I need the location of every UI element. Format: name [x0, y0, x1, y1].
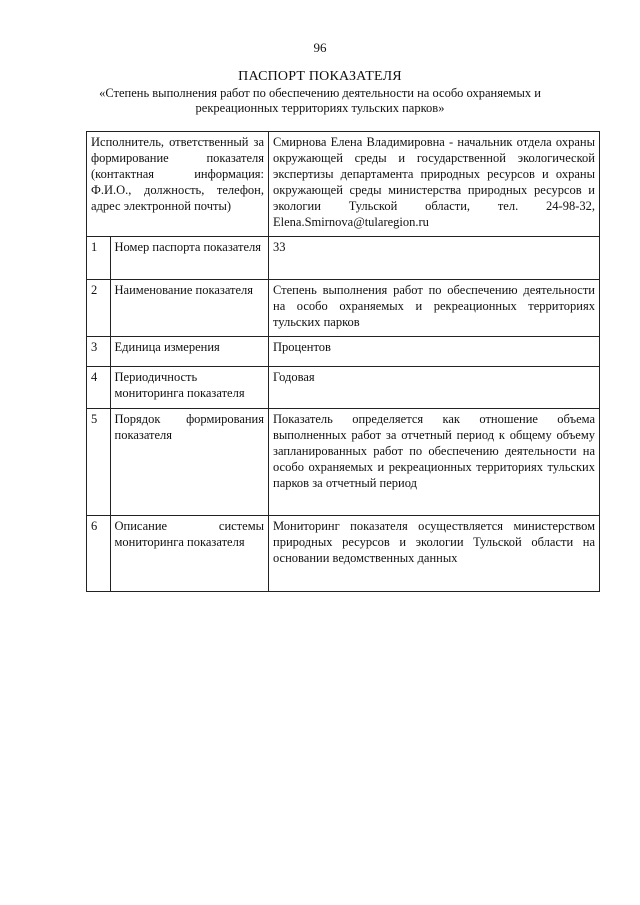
- row-value: Показатель определяется как отношение объема выполненных работ за отчетный период к общему объему запланированных работ по обеспечению деятельности на особо охраняемых и рекреационных территориях тульских парков за отчетный период: [269, 409, 600, 516]
- executor-label: Исполнитель, ответственный за формирование показателя (контактная информация: Ф.И.О., должность, телефон, адрес электронной почты): [87, 132, 269, 237]
- row-label: Номер паспорта показателя: [110, 237, 268, 280]
- row-number: 3: [87, 337, 111, 367]
- executor-value: Смирнова Елена Владимировна - начальник отдела охраны окружающей среды и государственной экологической экспертизы департамента природных ресурсов и охраны окружающей среды министерства природных ресурсов и экологии Тульской области, тел. 24-98-32, Elena.Smirnova@tularegion.ru: [269, 132, 600, 237]
- table-row-executor: [87, 132, 600, 237]
- row-label: Описание системы мониторинга показателя: [110, 516, 268, 592]
- row-number: 6: [87, 516, 111, 592]
- row-number: 5: [87, 409, 111, 516]
- table-row: [87, 337, 600, 367]
- table-row: [87, 409, 600, 516]
- table-row: [87, 280, 600, 337]
- indicator-passport-table: [86, 131, 600, 592]
- page-number: 96: [313, 40, 327, 55]
- row-label: Наименование показателя: [110, 280, 268, 337]
- row-value: Процентов: [269, 337, 600, 367]
- row-value: Мониторинг показателя осуществляется министерством природных ресурсов и экологии Тульской области на основании ведомственных данных: [269, 516, 600, 592]
- table-row: [87, 367, 600, 409]
- document-subtitle: «Степень выполнения работ по обеспечению деятельности на особо охраняемых и рекреационных территориях тульских парков»: [99, 86, 541, 115]
- row-value: Степень выполнения работ по обеспечению деятельности на особо охраняемых и рекреационных территориях тульских парков: [269, 280, 600, 337]
- row-label: Единица измерения: [110, 337, 268, 367]
- row-number: 2: [87, 280, 111, 337]
- row-number: 1: [87, 237, 111, 280]
- row-value: Годовая: [269, 367, 600, 409]
- row-number: 4: [87, 367, 111, 409]
- row-label: Периодичность мониторинга показателя: [110, 367, 268, 409]
- table-row: [87, 237, 600, 280]
- document-title: ПАСПОРТ ПОКАЗАТЕЛЯ: [238, 69, 402, 84]
- row-label: Порядок формирования показателя: [110, 409, 268, 516]
- row-value: 33: [269, 237, 600, 280]
- table-row: [87, 516, 600, 592]
